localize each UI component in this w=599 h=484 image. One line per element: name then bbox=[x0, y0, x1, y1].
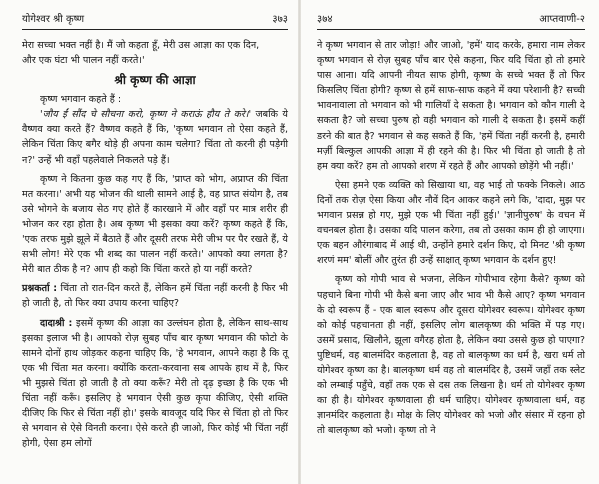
answer-text: इसमें कृष्ण की आज्ञा का उल्लंघन होता है, लेकिन साथ-साथ इसका इलाज भी है। आपको रोज़ सुबह पाँच बार कृष्ण भगवान की फोटो के सामने दोनों हाथ जोड़कर कहना चाहिए कि, 'हे भगवान, आपने कहा है कि तू एक भी चिंता मत करना। क्योंकि करता-करवाना सब आपके हाथ में है, फिर भी मुझसे चिंता हो जाती है तो क्या करूँ? मेरी तो दृढ़ इच्छा है कि एक भी चिंता नहीं करूँ। इसलिए हे भगवान ऐसी कुछ कृपा कीजिए, ऐसी शक्ति दीजिए कि फिर से चिंता नहीं हो।' इसके बावजूद यदि फिर से चिंता हो तो फिर से भगवान से ऐसे विनती करना। ऐसे करते ही जाओ, फिर कोई भी चिंता नहीं होगी, ऐसा हम लोगों bbox=[22, 317, 288, 450]
chapter-title: श्री कृष्ण की आज्ञा bbox=[114, 73, 196, 88]
quote-text: 'जौय ईं सौंद चे सौचना करो, कृष्ण ने कराऊं हौय ते करे।' bbox=[40, 109, 252, 121]
quote-followup: जबकि ये वैष्णव क्या करते हैं? वैष्णव कहते हैं कि, 'कृष्ण भगवान तो ऐसा कहते हैं, लेकिन चिंता किए बगैर थोड़े ही अपना काम चलेगा? चिंता तो करनी ही पड़ेगी न?' उन्हें भी वहाँ पहलेवाले निकलते पड़े हैं। bbox=[22, 109, 288, 166]
left-page-number: ३७३ bbox=[272, 14, 288, 25]
right-paragraph-3: कृष्ण को गोपी भाव से भजना, लेकिन गोपीभाव रहेगा कैसे? कृष्ण को पहचाने बिना गोपी भी कैसे बना जाए और भाव भी कैसे आए? कृष्ण भगवान के दो स्वरूप हैं - एक बाल स्वरूप और दूसरा योगेश्वर स्वरूप। योगेश्वर कृष्ण को कोई पहचानता ही नहीं, इसलिए लोग बालकृष्ण की भक्ति में पड़ गए। उसमें प्रसाद, खिलौने, झूला वगैरह होता है, लेकिन क्या उससे कुछ हो पाएगा? पुष्टिधर्म, वह बालमंदिर कहलाता है, वह तो बालकृष्ण का धर्म है, खरा धर्म तो योगेश्वर कृष्ण का है। बालकृष्ण धर्म वह तो बालमंदिर है, उसमें जहाँ तक स्लेट को लम्बाई पहुँचे, वहाँ तक एक से दस तक लिखना है। धर्म तो योगेश्वर कृष्ण का ही है। योगेश्वर कृष्णवाला ही धर्म चाहिए। योगेश्वर कृष्णवाला धर्म, वह ज्ञानमंदिर कहलाता है। मोक्ष के लिए योगेश्वर को भजो और संसार में रहना हो तो बालकृष्ण को भजो। कृष्ण तो ने bbox=[317, 274, 585, 437]
dadashri-label: दादाश्री : bbox=[40, 317, 73, 329]
right-header-title: आप्तवाणी-२ bbox=[539, 14, 585, 25]
answer-paragraph bbox=[22, 316, 288, 452]
left-body-text bbox=[22, 38, 288, 451]
right-running-head bbox=[317, 14, 585, 30]
question-paragraph bbox=[22, 281, 288, 311]
right-page-number: ३७४ bbox=[317, 14, 333, 25]
right-body-text bbox=[317, 38, 585, 438]
questioner-label: प्रश्नकर्ता : bbox=[22, 283, 58, 295]
left-line-1: मेरा सच्चा भक्त नहीं है। मैं जो कहता हूँ, मेरी उस आज्ञा का एक दिन, bbox=[22, 40, 260, 51]
left-running-head bbox=[22, 14, 288, 30]
right-paragraph-2: ऐसा हमने एक व्यक्ति को सिखाया था, वह भाई तो फक्के निकले। आठ दिनों तक रोज़ ऐसा किया और नौवें दिन आकर कहने लगे कि, 'दादा, मुझ पर भगवान प्रसन्न हो गए, मुझे एक भी चिंता नहीं हुई।' 'ज्ञानीपुरुष' के वचन में वचनबल होता है। उसका यदि पालन करेगा, तब तो उसका काम ही हो जाएगा। एक बहन औरंगाबाद में आई थी, उन्होंने हमारे दर्शन किए, दो मिनट 'श्री कृष्ण शरणं मम' बोलीं और तुरंत ही उन्हें साक्षात् कृष्ण भगवान के दर्शन हुए! bbox=[317, 179, 585, 267]
left-line-2: और एक घंटा भी पालन नहीं करते।' bbox=[22, 55, 145, 67]
paragraph-intro: कृष्ण भगवान कहते हैं : bbox=[40, 94, 122, 106]
left-page bbox=[0, 0, 298, 484]
paragraph-quote bbox=[22, 107, 288, 167]
right-paragraph-1: ने कृष्ण भगवान से तार जोड़ा! और जाओ, 'हमें' याद करके, हमारा नाम लेकर कृष्ण भगवान से रोज़ सुबह पाँच बार ऐसे कहना, फिर यदि चिंता हो तो हमारे पास आना। यदि आपनी नीयत साफ होगी, कृष्ण के सच्चे भक्त हैं तो फिर किसलिए चिंता होगी? कृष्ण से हमें साफ-साफ कहने में क्या परेशानी है? सच्ची भावनावाला तो भगवान को भी गालियाँ दे सकता है। भगवान को कौन गाली दे सकता है? जो सच्चा पुरुष हो वही भगवान को गाली दे सकता है। इसमें कहीं डरने की बात है? भगवान से कह सकते हैं कि, 'हमें चिंता नहीं करनी है, हमारी मर्ज़ी बिल्कुल आपकी आज्ञा में ही रहने की है। फिर भी चिंता हो जाती है तो हम क्या करें? हम तो आपको शरण में रहते हैं और आपको छोड़ेंगे भी नहीं।' bbox=[317, 40, 585, 172]
question-text: चिंता तो रात-दिन करते हैं, लेकिन हमें चिंता नहीं करनी है फिर भी हो जाती है, तो फिर क्या उपाय करना चाहिए? bbox=[22, 283, 288, 310]
right-page bbox=[301, 0, 599, 484]
left-header-title: योगेश्वर श्री कृष्ण bbox=[22, 14, 85, 25]
paragraph-body: कृष्ण ने कितना कुछ कह गए हैं कि, 'प्राप्त को भोग, अप्राप्त की चिंता मत करना।' अभी यह भोजन की थाली सामने आई है, वह प्राप्त संयोग है, तब उसे भोगने के बजाय सेठ गए होते हैं कारखाने में और वहाँ पर मात्र शरीर ही भोजन कर रहा होता है। अब कृष्ण भी इसका क्या करें? कृष्ण कहते हैं कि, 'एक तरफ मुझे झूले में बैठाते हैं और दूसरी तरफ मेरी जीभ पर पैर रखते हैं, ये सभी लोग! मेरे एक भी शब्द का पालन नहीं करते।' आपको क्या लगता है? मेरी बात ठीक है न? आप ही कहो कि चिंता करते हो या नहीं करते? bbox=[22, 173, 288, 276]
